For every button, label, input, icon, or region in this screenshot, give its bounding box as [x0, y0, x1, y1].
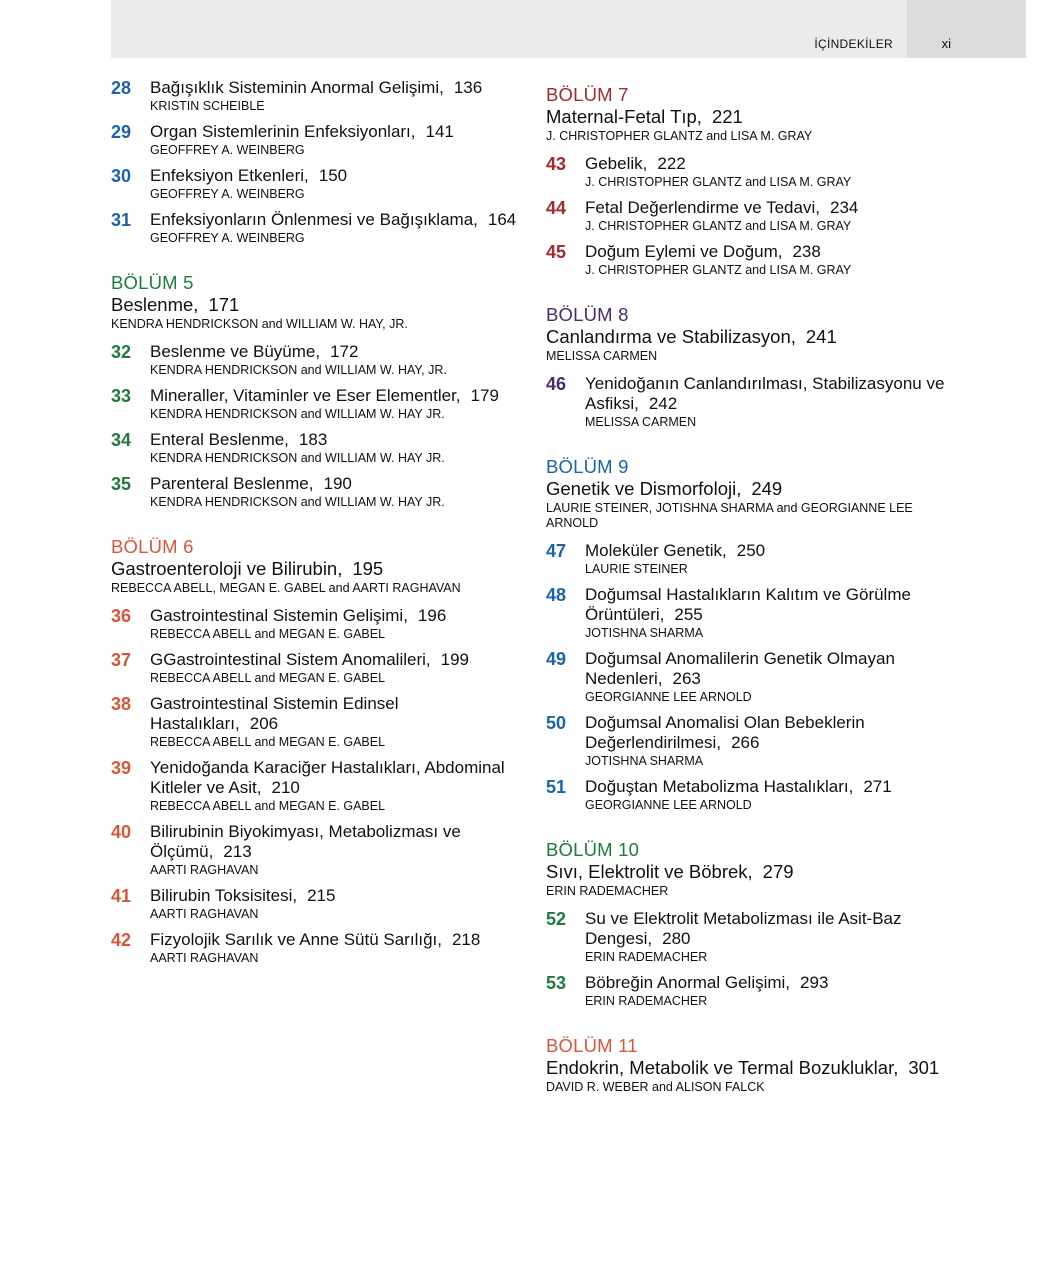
chapter-page-number: 190 [323, 474, 352, 493]
section-authors: LAURIE STEINER, JOTISHNA SHARMA and GEORGIANNE LEE ARNOLD [546, 501, 913, 530]
chapter-authors: AARTI RAGHAVAN [150, 951, 259, 965]
chapter-body [150, 430, 531, 466]
section-title [546, 860, 966, 883]
section-title-text: Beslenme, [111, 294, 199, 315]
section-heading [546, 456, 966, 531]
chapter-title [150, 474, 531, 494]
section-page-number: 279 [762, 861, 794, 882]
chapter-body [150, 474, 531, 510]
chapter-title-text: Gastrointestinal Sistemin Edinsel Hastalıkları, [150, 694, 399, 733]
chapter-title [150, 386, 531, 406]
chapter-title [150, 122, 531, 142]
chapter-page-number: 280 [662, 929, 691, 948]
chapter-entry [546, 713, 966, 769]
chapter-body [585, 242, 966, 278]
chapter-title-text: Doğumsal Anomalisi Olan Bebeklerin Değerlendirilmesi, [585, 713, 865, 752]
section-title [546, 325, 966, 348]
chapter-entry [546, 909, 966, 965]
chapter-title [150, 166, 531, 186]
section-title [111, 293, 531, 316]
chapter-entry [111, 122, 531, 158]
chapter-authors: GEOFFREY A. WEINBERG [150, 187, 305, 201]
section-heading [546, 304, 966, 364]
chapter-number: 30 [111, 166, 132, 186]
chapter-page-number: 266 [731, 733, 760, 752]
chapter-entry [111, 78, 531, 114]
chapter-body [150, 78, 531, 114]
chapter-body [150, 822, 531, 878]
chapter-entry [111, 930, 531, 966]
chapter-entry [546, 585, 966, 641]
section-heading [546, 84, 966, 144]
chapter-page-number: 238 [792, 242, 821, 261]
chapter-authors: GEORGIANNE LEE ARNOLD [585, 798, 752, 812]
chapter-title [585, 909, 966, 949]
chapter-body [150, 886, 531, 922]
chapter-body [585, 541, 966, 577]
chapter-body [585, 713, 966, 769]
chapter-body [150, 650, 531, 686]
chapter-number: 37 [111, 650, 132, 670]
chapter-number: 41 [111, 886, 132, 906]
chapter-entry [111, 166, 531, 202]
section-authors: REBECCA ABELL, MEGAN E. GABEL and AARTI RAGHAVAN [111, 581, 461, 595]
chapter-authors: J. CHRISTOPHER GLANTZ and LISA M. GRAY [585, 175, 852, 189]
chapter-authors: JOTISHNA SHARMA [585, 626, 704, 640]
section-page-number: 301 [908, 1057, 940, 1078]
toc-column-right [546, 78, 966, 1095]
chapter-body [150, 166, 531, 202]
chapter-title [150, 78, 531, 98]
chapter-title-text: Fetal Değerlendirme ve Tedavi, [585, 198, 820, 217]
chapter-title-text: Enteral Beslenme, [150, 430, 289, 449]
section-name: BÖLÜM 7 [546, 84, 629, 105]
chapter-authors: GEOFFREY A. WEINBERG [150, 231, 305, 245]
chapter-page-number: 210 [271, 778, 300, 797]
chapter-authors: KENDRA HENDRICKSON and WILLIAM W. HAY JR. [150, 407, 445, 421]
chapter-title-text: Parenteral Beslenme, [150, 474, 314, 493]
chapter-number: 53 [546, 973, 567, 993]
chapter-entry [111, 474, 531, 510]
chapter-title-text: Doğumsal Anomalilerin Genetik Olmayan Nedenleri, [585, 649, 895, 688]
chapter-title [585, 242, 966, 262]
chapter-authors: REBECCA ABELL and MEGAN E. GABEL [150, 735, 386, 749]
chapter-authors: MELISSA CARMEN [585, 415, 697, 429]
section-title-text: Canlandırma ve Stabilizasyon, [546, 326, 796, 347]
chapter-page-number: 141 [425, 122, 454, 141]
section-heading [546, 839, 966, 899]
section-heading [111, 536, 531, 596]
chapter-title-text: GGastrointestinal Sistem Anomalileri, [150, 650, 431, 669]
chapter-title [585, 649, 966, 689]
chapter-page-number: 234 [829, 198, 859, 217]
chapter-page-number: 199 [440, 650, 469, 669]
chapter-title-text: Bağışıklık Sisteminin Anormal Gelişimi, [150, 78, 444, 97]
chapter-page-number: 179 [470, 386, 499, 405]
chapter-authors: ERIN RADEMACHER [585, 994, 708, 1008]
chapter-entry [111, 886, 531, 922]
chapter-authors: AARTI RAGHAVAN [150, 907, 259, 921]
chapter-title [585, 198, 966, 218]
chapter-body [150, 122, 531, 158]
chapter-number: 48 [546, 585, 567, 605]
chapter-authors: KENDRA HENDRICKSON and WILLIAM W. HAY JR. [150, 495, 445, 509]
section-page-number: 249 [751, 478, 783, 499]
chapter-authors: REBECCA ABELL and MEGAN E. GABEL [150, 627, 386, 641]
chapter-number: 42 [111, 930, 132, 950]
section-authors: DAVID R. WEBER and ALISON FALCK [546, 1080, 765, 1094]
chapter-authors: KRISTIN SCHEIBLE [150, 99, 265, 113]
page-header [111, 0, 1026, 58]
chapter-number: 38 [111, 694, 132, 714]
section-title-text: Genetik ve Dismorfoloji, [546, 478, 742, 499]
chapter-title-text: Doğumsal Hastalıkların Kalıtım ve Görülme Örüntüleri, [585, 585, 911, 624]
chapter-body [585, 777, 966, 813]
chapter-authors: GEOFFREY A. WEINBERG [150, 143, 305, 157]
chapter-title-text: Fizyolojik Sarılık ve Anne Sütü Sarılığı, [150, 930, 442, 949]
chapter-entry [111, 694, 531, 750]
chapter-title [150, 886, 531, 906]
chapter-page-number: 183 [298, 430, 328, 449]
chapter-number: 32 [111, 342, 132, 362]
chapter-entry [546, 154, 966, 190]
chapter-body [585, 198, 966, 234]
chapter-entry [546, 777, 966, 813]
chapter-authors: GEORGIANNE LEE ARNOLD [585, 690, 752, 704]
header-page-box [907, 0, 1026, 58]
section-page-number: 171 [208, 294, 240, 315]
chapter-number: 39 [111, 758, 132, 778]
chapter-authors: REBECCA ABELL and MEGAN E. GABEL [150, 671, 386, 685]
chapter-title [150, 758, 531, 798]
chapter-authors: LAURIE STEINER [585, 562, 688, 576]
chapter-authors: J. CHRISTOPHER GLANTZ and LISA M. GRAY [585, 263, 852, 277]
chapter-page-number: 215 [307, 886, 336, 905]
chapter-number: 51 [546, 777, 567, 797]
chapter-entry [111, 342, 531, 378]
chapter-page-number: 206 [249, 714, 279, 733]
chapter-body [150, 210, 531, 246]
section-page-number: 221 [711, 106, 743, 127]
chapter-title [585, 585, 966, 625]
chapter-title-text: Gastrointestinal Sistemin Gelişimi, [150, 606, 408, 625]
chapter-page-number: 222 [657, 154, 686, 173]
chapter-title-text: Beslenme ve Büyüme, [150, 342, 321, 361]
chapter-title-text: Yenidoğanın Canlandırılması, Stabilizasyonu ve Asfiksi, [585, 374, 945, 413]
chapter-entry [546, 973, 966, 1009]
chapter-entry [546, 541, 966, 577]
chapter-authors: ERIN RADEMACHER [585, 950, 708, 964]
section-title-text: Endokrin, Metabolik ve Termal Bozukluklar, [546, 1057, 899, 1078]
chapter-title-text: Mineraller, Vitaminler ve Eser Elementler, [150, 386, 461, 405]
chapter-number: 40 [111, 822, 132, 842]
chapter-title-text: Doğum Eylemi ve Doğum, [585, 242, 783, 261]
chapter-body [585, 154, 966, 190]
chapter-title-text: Bilirubin Toksisitesi, [150, 886, 298, 905]
chapter-entry [111, 822, 531, 878]
chapter-body [585, 909, 966, 965]
chapter-title-text: Böbreğin Anormal Gelişimi, [585, 973, 791, 992]
section-name: BÖLÜM 6 [111, 536, 194, 557]
chapter-title [150, 650, 531, 670]
chapter-title [150, 694, 531, 734]
chapter-page-number: 136 [453, 78, 483, 97]
chapter-title [585, 777, 966, 797]
chapter-number: 49 [546, 649, 567, 669]
chapter-title-text: Su ve Elektrolit Metabolizması ile Asit-Baz Dengesi, [585, 909, 902, 948]
chapter-page-number: 172 [330, 342, 359, 361]
section-title [546, 477, 966, 500]
section-title-text: Maternal-Fetal Tıp, [546, 106, 702, 127]
section-authors: ERIN RADEMACHER [546, 884, 669, 898]
chapter-number: 46 [546, 374, 567, 394]
chapter-title-text: Doğuştan Metabolizma Hastalıkları, [585, 777, 854, 796]
section-page-number: 195 [352, 558, 384, 579]
page-number: xi [941, 36, 951, 51]
chapter-title [585, 541, 966, 561]
chapter-page-number: 213 [223, 842, 252, 861]
section-authors: MELISSA CARMEN [546, 349, 658, 363]
section-authors: J. CHRISTOPHER GLANTZ and LISA M. GRAY [546, 129, 813, 143]
chapter-entry [546, 649, 966, 705]
chapter-number: 34 [111, 430, 132, 450]
chapter-authors: J. CHRISTOPHER GLANTZ and LISA M. GRAY [585, 219, 852, 233]
chapter-number: 31 [111, 210, 132, 230]
chapter-number: 28 [111, 78, 132, 98]
chapter-title-text: Yenidoğanda Karaciğer Hastalıkları, Abdominal Kitleler ve Asit, [150, 758, 505, 797]
chapter-authors: AARTI RAGHAVAN [150, 863, 259, 877]
chapter-title-text: Moleküler Genetik, [585, 541, 727, 560]
chapter-authors: KENDRA HENDRICKSON and WILLIAM W. HAY JR. [150, 451, 445, 465]
section-title [546, 1056, 966, 1079]
chapter-title [585, 154, 966, 174]
section-title [111, 557, 531, 580]
chapter-body [150, 386, 531, 422]
section-authors: KENDRA HENDRICKSON and WILLIAM W. HAY, JR. [111, 317, 408, 331]
chapter-page-number: 293 [800, 973, 829, 992]
chapter-page-number: 250 [736, 541, 766, 560]
chapter-title [150, 210, 531, 230]
chapter-entry [111, 430, 531, 466]
chapter-number: 50 [546, 713, 567, 733]
chapter-title [585, 973, 966, 993]
chapter-title [150, 430, 531, 450]
chapter-authors: JOTISHNA SHARMA [585, 754, 704, 768]
section-heading [111, 272, 531, 332]
chapter-page-number: 271 [863, 777, 892, 796]
chapter-body [585, 973, 966, 1009]
chapter-title [585, 374, 966, 414]
chapter-title [150, 606, 531, 626]
section-name: BÖLÜM 9 [546, 456, 629, 477]
chapter-entry [111, 650, 531, 686]
chapter-number: 35 [111, 474, 132, 494]
chapter-title [150, 342, 531, 362]
chapter-title-text: Organ Sistemlerinin Enfeksiyonları, [150, 122, 416, 141]
chapter-number: 52 [546, 909, 567, 929]
section-title-text: Sıvı, Elektrolit ve Böbrek, [546, 861, 753, 882]
toc-column-left [111, 78, 531, 966]
chapter-entry [111, 758, 531, 814]
chapter-title-text: Bilirubinin Biyokimyası, Metabolizması ve Ölçümü, [150, 822, 461, 861]
section-page-number: 241 [805, 326, 837, 347]
chapter-authors: REBECCA ABELL and MEGAN E. GABEL [150, 799, 386, 813]
chapter-title [150, 930, 531, 950]
chapter-body [585, 374, 966, 430]
chapter-body [585, 585, 966, 641]
section-title-text: Gastroenteroloji ve Bilirubin, [111, 558, 343, 579]
chapter-entry [546, 198, 966, 234]
section-name: BÖLÜM 5 [111, 272, 194, 293]
chapter-page-number: 150 [318, 166, 348, 185]
chapter-title-text: Enfeksiyonların Önlenmesi ve Bağışıklama, [150, 210, 478, 229]
chapter-entry [111, 386, 531, 422]
chapter-body [585, 649, 966, 705]
chapter-body [150, 930, 531, 966]
section-name: BÖLÜM 8 [546, 304, 629, 325]
chapter-number: 47 [546, 541, 567, 561]
chapter-entry [111, 606, 531, 642]
section-name: BÖLÜM 11 [546, 1035, 638, 1056]
chapter-page-number: 164 [487, 210, 517, 229]
chapter-number: 29 [111, 122, 132, 142]
chapter-number: 36 [111, 606, 132, 626]
chapter-page-number: 242 [648, 394, 678, 413]
chapter-entry [111, 210, 531, 246]
chapter-body [150, 606, 531, 642]
chapter-number: 33 [111, 386, 132, 406]
chapter-number: 44 [546, 198, 567, 218]
chapter-entry [546, 242, 966, 278]
chapter-number: 45 [546, 242, 567, 262]
section-name: BÖLÜM 10 [546, 839, 640, 860]
chapter-body [150, 694, 531, 750]
header-label: İÇİNDEKİLER [814, 37, 893, 51]
section-heading [546, 1035, 966, 1095]
chapter-page-number: 196 [417, 606, 447, 625]
chapter-title [150, 822, 531, 862]
chapter-title-text: Gebelik, [585, 154, 648, 173]
section-title [546, 105, 966, 128]
chapter-authors: KENDRA HENDRICKSON and WILLIAM W. HAY, JR. [150, 363, 447, 377]
chapter-number: 43 [546, 154, 567, 174]
chapter-page-number: 255 [674, 605, 703, 624]
chapter-body [150, 758, 531, 814]
chapter-entry [546, 374, 966, 430]
chapter-title [585, 713, 966, 753]
chapter-page-number: 218 [451, 930, 481, 949]
chapter-title-text: Enfeksiyon Etkenleri, [150, 166, 309, 185]
chapter-page-number: 263 [672, 669, 701, 688]
chapter-body [150, 342, 531, 378]
